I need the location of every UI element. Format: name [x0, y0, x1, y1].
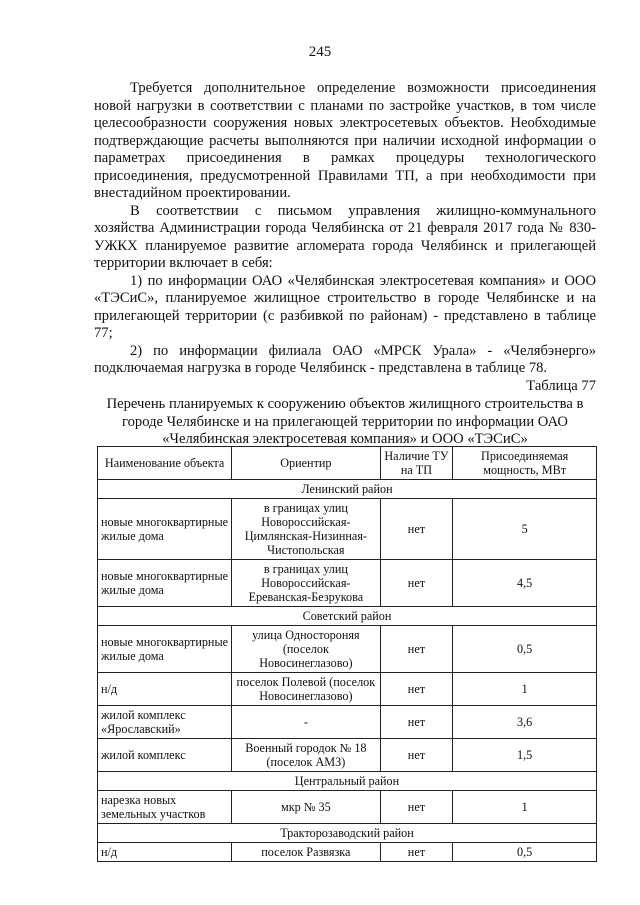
paragraph: 1) по информации ОАО «Челябинская электросетевая компания» и ООО «ТЭСиС», планируемое жилищное строительство в городе Челябинске и на прилегающей территории (с разбивкой по районам) - представлено в таблице 77;	[94, 272, 596, 341]
table-header-row	[98, 447, 597, 480]
district-title: Ленинский район	[98, 480, 597, 499]
cell-name: жилой комплекс «Ярославский»	[98, 706, 232, 739]
table-title: Перечень планируемых к сооружению объектов жилищного строительства в городе Челябинске и на прилегающей территории по информации ОАО «Челябинская электросетевая компания» и ООО «ТЭСиС»	[106, 396, 584, 447]
table-label: Таблица 77	[526, 378, 596, 394]
cell-power: 3,6	[453, 706, 597, 739]
cell-power: 5	[453, 499, 597, 560]
header-power: Присоединяемая мощность, МВт	[453, 447, 597, 480]
cell-location: -	[232, 706, 380, 739]
cell-tu: нет	[380, 739, 453, 772]
cell-name: новые многоквартирные жилые дома	[98, 626, 232, 673]
cell-location: мкр № 35	[232, 791, 380, 824]
cell-power: 1	[453, 673, 597, 706]
cell-location: улица Одностороняя (поселок Новосинеглазово)	[232, 626, 380, 673]
table-77	[97, 446, 597, 862]
cell-tu: нет	[380, 843, 453, 862]
cell-location: в границах улиц Новороссийская-Цимлянская-Низинная-Чистопольская	[232, 499, 380, 560]
cell-power: 0,5	[453, 843, 597, 862]
paragraph: В соответствии с письмом управления жилищно-коммунального хозяйства Администрации города Челябинска от 21 февраля 2017 года № 830-УЖКХ планируемое развитие агломерата города Челябинск и прилегающей территории включает в себя:	[94, 202, 596, 271]
table-row	[98, 843, 597, 862]
page-number: 245	[308, 44, 332, 60]
cell-location: поселок Развязка	[232, 843, 380, 862]
cell-tu: нет	[380, 560, 453, 607]
district-title: Тракторозаводский район	[98, 824, 597, 843]
table-row	[98, 673, 597, 706]
cell-location: Военный городок № 18 (поселок АМЗ)	[232, 739, 380, 772]
cell-name: новые многоквартирные жилые дома	[98, 560, 232, 607]
cell-tu: нет	[380, 706, 453, 739]
district-title: Центральный район	[98, 772, 597, 791]
header-tu: Наличие ТУ на ТП	[380, 447, 453, 480]
district-row	[98, 607, 597, 626]
district-row	[98, 480, 597, 499]
cell-power: 4,5	[453, 560, 597, 607]
header-location: Ориентир	[232, 447, 380, 480]
cell-name: новые многоквартирные жилые дома	[98, 499, 232, 560]
table-row	[98, 739, 597, 772]
cell-tu: нет	[380, 626, 453, 673]
district-row	[98, 824, 597, 843]
table-row	[98, 791, 597, 824]
table-row	[98, 560, 597, 607]
paragraph: Требуется дополнительное определение возможности присоединения новой нагрузки в соответствии с планами по застройке участков, в том числе целесообразности сооружения новых электросетевых объектов. Необходимые подтверждающие расчеты выполняются при наличии исходной информации о параметрах присоединения в рамках процедуры технологического присоединения, предусмотренной Правилами ТП, а при необходимости при внестадийном проектировании.	[94, 80, 596, 201]
cell-location: в границах улиц Новороссийская-Ереванская-Безрукова	[232, 560, 380, 607]
cell-name: жилой комплекс	[98, 739, 232, 772]
district-row	[98, 772, 597, 791]
table-row	[98, 626, 597, 673]
cell-tu: нет	[380, 499, 453, 560]
table-row	[98, 499, 597, 560]
paragraph: 2) по информации филиала ОАО «МРСК Урала» - «Челябэнерго» подключаемая нагрузка в городе Челябинск - представлена в таблице 78.	[94, 342, 596, 376]
cell-tu: нет	[380, 791, 453, 824]
header-name: Наименование объекта	[98, 447, 232, 480]
table-row	[98, 706, 597, 739]
cell-name: н/д	[98, 673, 232, 706]
body-text	[94, 80, 596, 378]
cell-name: н/д	[98, 843, 232, 862]
cell-power: 0,5	[453, 626, 597, 673]
cell-tu: нет	[380, 673, 453, 706]
district-title: Советский район	[98, 607, 597, 626]
cell-location: поселок Полевой (поселок Новосинеглазово)	[232, 673, 380, 706]
cell-power: 1	[453, 791, 597, 824]
cell-power: 1,5	[453, 739, 597, 772]
cell-name: нарезка новых земельных участков	[98, 791, 232, 824]
